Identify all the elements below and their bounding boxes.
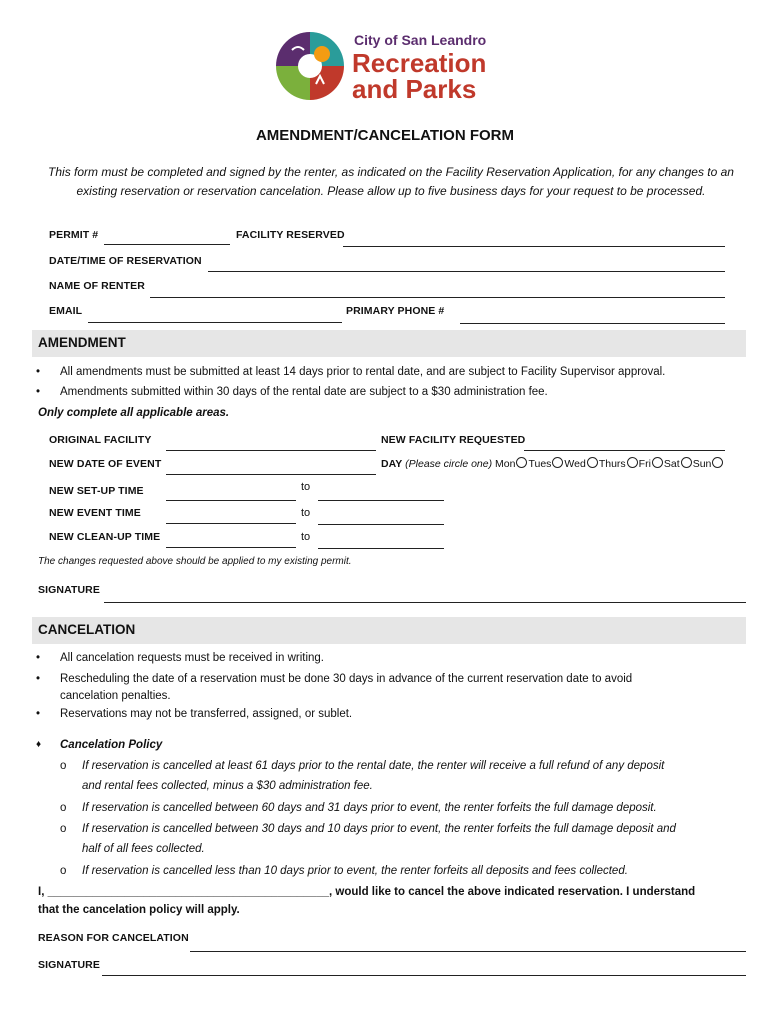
new-date-label: NEW DATE OF EVENT bbox=[49, 458, 162, 470]
day-label: DAY bbox=[381, 458, 403, 470]
day-option-fri[interactable]: Fri bbox=[639, 458, 664, 470]
cancel-signature-input[interactable] bbox=[102, 975, 746, 976]
cleanup-to: to bbox=[301, 531, 311, 543]
email-input[interactable] bbox=[88, 322, 342, 323]
cancel-bullet-text: Rescheduling the date of a reservation must be done 30 days in advance of the current reservation date to avoid bbox=[60, 673, 633, 685]
cancel-bullet-text: Reservations may not be transferred, assigned, or sublet. bbox=[60, 708, 353, 720]
policy-text: If reservation is cancelled between 30 days and 10 days prior to event, the renter forfeits the full damage deposit and bbox=[82, 823, 676, 835]
event-end-input[interactable] bbox=[318, 524, 444, 525]
circle-bullet-icon: o bbox=[60, 823, 67, 835]
day-option-thurs[interactable]: Thurs bbox=[599, 458, 639, 470]
permit-input[interactable] bbox=[104, 244, 230, 245]
diamond-icon: ♦ bbox=[36, 739, 42, 750]
bullet-icon: • bbox=[36, 652, 41, 664]
amendment-signature-label: SIGNATURE bbox=[38, 584, 100, 596]
original-facility-input[interactable] bbox=[166, 450, 376, 451]
form-title: AMENDMENT/CANCELATION FORM bbox=[255, 127, 515, 144]
bullet-icon: • bbox=[36, 708, 41, 720]
new-facility-label: NEW FACILITY REQUESTED bbox=[381, 434, 526, 446]
cleanup-end-input[interactable] bbox=[318, 548, 444, 549]
radio-icon[interactable] bbox=[712, 457, 723, 468]
intro-text: This form must be completed and signed by the renter, as indicated on the Facility Reservation Application, for any changes to an existing reservation or reservation cancelation. Please allow up to five business days for your request to be processed. bbox=[48, 165, 734, 198]
radio-icon[interactable] bbox=[552, 457, 563, 468]
cancelation-header bbox=[32, 617, 746, 644]
radio-icon[interactable] bbox=[516, 457, 527, 468]
logo-city: City of San Leandro bbox=[354, 32, 487, 48]
cleanup-label: NEW CLEAN-UP TIME bbox=[49, 531, 161, 543]
cleanup-start-input[interactable] bbox=[166, 547, 296, 548]
setup-to: to bbox=[301, 481, 311, 493]
amendment-bullet-text: All amendments must be submitted at least 14 days prior to rental date, and are subject to Facility Supervisor approval. bbox=[60, 366, 666, 378]
event-time-label: NEW EVENT TIME bbox=[49, 507, 141, 519]
logo-line2: and Parks bbox=[352, 74, 477, 104]
cancel-statement-2: that the cancelation policy will apply. bbox=[38, 904, 240, 916]
circle-bullet-icon: o bbox=[60, 865, 67, 877]
facility-reserved-input[interactable] bbox=[343, 246, 725, 247]
radio-icon[interactable] bbox=[652, 457, 663, 468]
day-option-sun[interactable]: Sun bbox=[693, 458, 725, 470]
radio-icon[interactable] bbox=[587, 457, 598, 468]
cancelation-title: CANCELATION bbox=[38, 622, 136, 637]
phone-label: PRIMARY PHONE # bbox=[346, 305, 445, 317]
facility-reserved-label: FACILITY RESERVED bbox=[236, 229, 345, 241]
original-facility-label: ORIGINAL FACILITY bbox=[49, 434, 152, 446]
renter-name-label: NAME OF RENTER bbox=[49, 280, 145, 292]
reason-label: REASON FOR CANCELATION bbox=[38, 932, 189, 944]
circle-bullet-icon: o bbox=[60, 802, 67, 814]
day-option-wed[interactable]: Wed bbox=[564, 458, 598, 470]
policy-title: Cancelation Policy bbox=[60, 739, 163, 751]
bullet-icon: • bbox=[36, 673, 41, 685]
event-to: to bbox=[301, 507, 311, 519]
cancel-statement-1: I, ____________________________________________, would like to cancel the above indicated reservation. I understand bbox=[38, 886, 696, 898]
datetime-input[interactable] bbox=[208, 271, 725, 272]
radio-icon[interactable] bbox=[627, 457, 638, 468]
day-option-sat[interactable]: Sat bbox=[664, 458, 693, 470]
logo-emblem-icon bbox=[272, 28, 348, 104]
amendment-bullet-text: Amendments submitted within 30 days of the rental date are subject to a $30 administration fee. bbox=[60, 386, 548, 398]
new-date-input[interactable] bbox=[166, 474, 376, 475]
logo-line1: Recreation bbox=[352, 48, 487, 78]
amendment-title: AMENDMENT bbox=[38, 335, 126, 350]
day-selector bbox=[381, 457, 724, 470]
renter-name-input[interactable] bbox=[150, 297, 725, 298]
cancel-signature-label: SIGNATURE bbox=[38, 959, 100, 971]
radio-icon[interactable] bbox=[681, 457, 692, 468]
event-start-input[interactable] bbox=[166, 523, 296, 524]
new-facility-input[interactable] bbox=[524, 450, 725, 451]
setup-start-input[interactable] bbox=[166, 500, 296, 501]
cancel-bullet-text: cancelation penalties. bbox=[60, 690, 171, 702]
datetime-label: DATE/TIME OF RESERVATION bbox=[49, 255, 202, 267]
policy-text: half of all fees collected. bbox=[82, 843, 205, 855]
email-label: EMAIL bbox=[49, 305, 83, 317]
phone-input[interactable] bbox=[460, 323, 725, 324]
cancel-bullet-text: All cancelation requests must be received in writing. bbox=[60, 652, 324, 664]
day-option-tues[interactable]: Tues bbox=[528, 458, 564, 470]
logo bbox=[272, 28, 512, 106]
setup-label: NEW SET-UP TIME bbox=[49, 485, 144, 497]
policy-text: If reservation is cancelled less than 10 days prior to event, the renter forfeits all deposits and fees collected. bbox=[82, 865, 628, 877]
only-complete-note: Only complete all applicable areas. bbox=[38, 407, 230, 419]
day-option-mon[interactable]: Mon bbox=[495, 458, 528, 470]
reason-input[interactable] bbox=[190, 951, 746, 952]
bullet-icon: • bbox=[36, 386, 41, 398]
day-hint: (Please circle one) bbox=[405, 458, 493, 470]
policy-text: and rental fees collected, minus a $30 administration fee. bbox=[82, 780, 373, 792]
amendment-header bbox=[32, 330, 746, 357]
permit-label: PERMIT # bbox=[49, 229, 99, 241]
policy-text: If reservation is cancelled between 60 days and 31 days prior to event, the renter forfeits the full damage deposit. bbox=[82, 802, 657, 814]
changes-note: The changes requested above should be applied to my existing permit. bbox=[38, 556, 352, 567]
amendment-signature-input[interactable] bbox=[104, 602, 746, 603]
bullet-icon: • bbox=[36, 366, 41, 378]
circle-bullet-icon: o bbox=[60, 760, 67, 772]
policy-text: If reservation is cancelled at least 61 days prior to the rental date, the renter will receive a full refund of any deposit bbox=[82, 760, 665, 772]
setup-end-input[interactable] bbox=[318, 500, 444, 501]
